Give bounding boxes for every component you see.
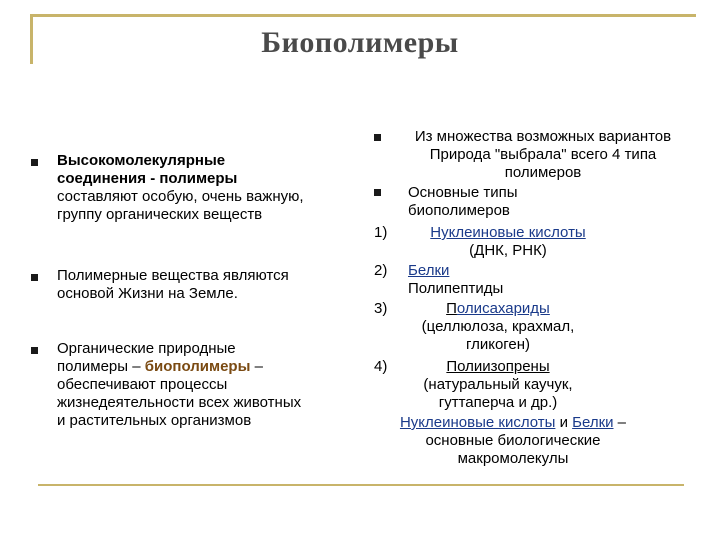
item-3: [408, 300, 588, 354]
footer-link-proteins[interactable]: Белки: [572, 414, 614, 431]
left-b3-part3: – обеспечивают процессы жизнедеятельности всех животных и растительных организмов: [57, 358, 302, 429]
item-2: [408, 262, 508, 298]
item-1-rest: (ДНК, РНК): [469, 242, 547, 259]
footer-and: и: [555, 414, 573, 431]
item-2-rest: Полипептиды: [408, 280, 504, 297]
slide-title: Биополимеры: [261, 26, 459, 59]
right-footer: [368, 414, 658, 468]
footer-rest: – основные биологические: [425, 414, 627, 449]
left-b3-part1: Органические природные полимеры –: [57, 340, 236, 375]
left-bullet-1: [57, 152, 307, 224]
left-b1-part3: составляют особую, очень важную, группу органических веществ: [57, 188, 304, 223]
item-4-link[interactable]: Полиизопрены: [446, 358, 550, 375]
frame-horizontal-rule: [30, 14, 696, 17]
left-bullet-3: [57, 340, 307, 430]
item-4: [408, 358, 588, 412]
left-b1-part1: Высокомолекулярные соединения: [57, 152, 226, 187]
item-number: 1): [374, 224, 388, 241]
left-b3-part2: биополимеры: [144, 358, 251, 375]
item-number: 3): [374, 300, 388, 317]
item-3-first: П: [446, 300, 457, 317]
footer-link-nucleic[interactable]: Нуклеиновые кислоты: [399, 414, 556, 431]
item-3-rest: (целлюлоза, крахмал, гликоген): [421, 318, 575, 353]
item-1-link[interactable]: Нуклеиновые кислоты: [430, 224, 586, 241]
item-3-link[interactable]: олисахариды: [456, 300, 550, 317]
item-4-rest: (натуральный каучук, гуттаперча и др.): [423, 376, 573, 411]
item-2-link[interactable]: Белки: [408, 262, 450, 279]
item-number: 2): [374, 262, 388, 279]
left-bullet-2: Полимерные вещества являются основой Жизни на Земле.: [57, 267, 289, 302]
bullet-square-icon: [31, 159, 38, 166]
footer-rest2: макромолекулы: [457, 450, 569, 467]
right-bullet-2: Основные типы биополимеров: [408, 184, 518, 219]
item-number: 4): [374, 358, 388, 375]
left-b1-part2: - полимеры: [146, 170, 238, 187]
item-1: [408, 224, 608, 260]
bullet-square-icon: [31, 274, 38, 281]
bullet-square-icon: [374, 189, 381, 196]
bullet-square-icon: [374, 134, 381, 141]
right-bullet-1: Из множества возможных вариантов Природа "выбрала" всего 4 типа полимеров: [414, 128, 672, 181]
bullet-square-icon: [31, 347, 38, 354]
bottom-rule: [38, 484, 684, 486]
